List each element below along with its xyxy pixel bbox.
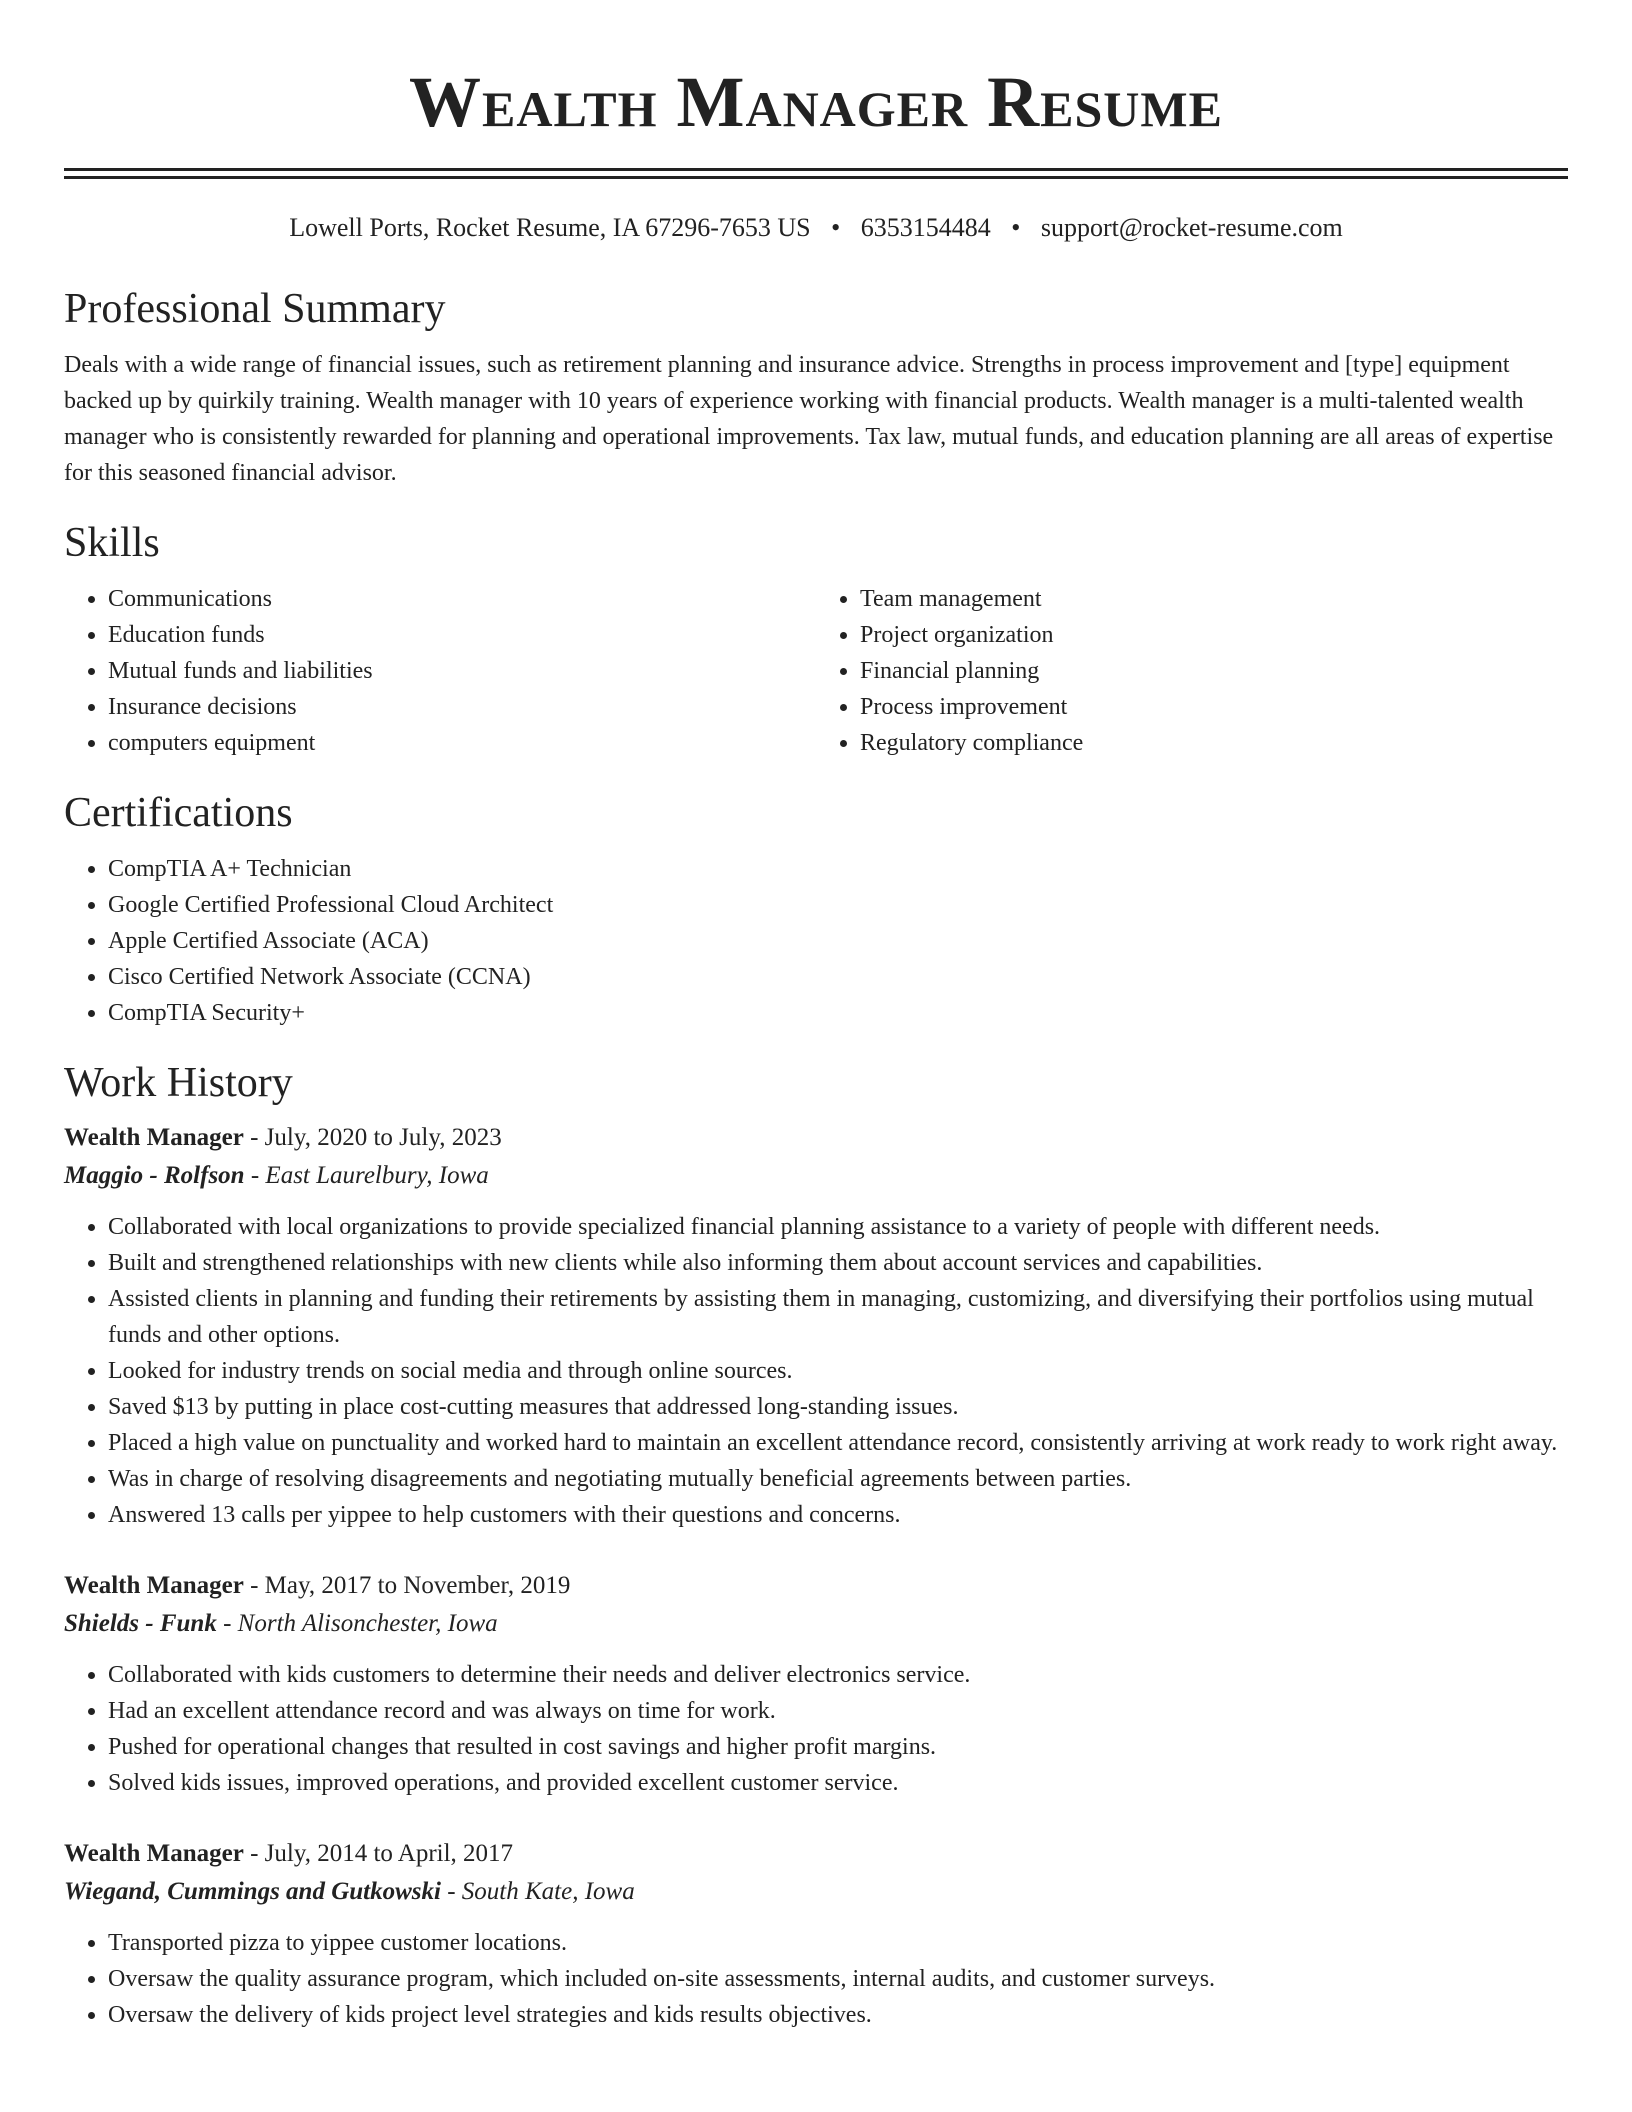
- skill-item: • Mutual funds and liabilities: [108, 653, 816, 689]
- job-title: Wealth Manager: [64, 1572, 244, 1599]
- contact-separator: •: [831, 213, 841, 242]
- job-company-line: Maggio - Rolfson - East Laurelbury, Iowa: [64, 1162, 489, 1189]
- title-divider: [64, 168, 1568, 179]
- job-bullet: • Pushed for operational changes that resulted in cost savings and higher profit margins.: [108, 1729, 1568, 1765]
- job-bullets: [64, 1209, 1568, 1533]
- job-entry: [64, 1567, 1568, 1801]
- certification-item: • Apple Certified Associate (ACA): [108, 923, 1568, 959]
- summary-heading: Professional Summary: [64, 286, 446, 332]
- job-title-line: Wealth Manager - July, 2020 to July, 2023: [64, 1124, 502, 1151]
- contact-email: support@rocket-resume.com: [1040, 213, 1343, 242]
- skills-grid: [64, 581, 1568, 761]
- job-bullet: • Oversaw the quality assurance program, which included on-site assessments, internal audits, and customer surveys.: [108, 1961, 1568, 1997]
- certifications-heading: Certifications: [64, 790, 293, 836]
- certification-item: • Google Certified Professional Cloud Architect: [108, 887, 1568, 923]
- job-company: Wiegand, Cummings and Gutkowski: [64, 1878, 441, 1905]
- job-dates: July, 2020 to July, 2023: [264, 1124, 502, 1151]
- job-location: East Laurelbury, Iowa: [265, 1162, 489, 1189]
- job-bullet: • Saved $13 by putting in place cost-cutting measures that addressed long-standing issues.: [108, 1389, 1568, 1425]
- job-bullet: • Transported pizza to yippee customer locations.: [108, 1925, 1568, 1961]
- job-company-line: Wiegand, Cummings and Gutkowski - South Kate, Iowa: [64, 1878, 635, 1905]
- contact-line: [64, 213, 1568, 243]
- skills-list-right: [816, 581, 1568, 761]
- contact-address: Lowell Ports, Rocket Resume, IA 67296-7653 US: [289, 213, 811, 242]
- skill-item: • Insurance decisions: [108, 689, 816, 725]
- summary-text: Deals with a wide range of financial issues, such as retirement planning and insurance advice. Strengths in process improvement and [type] equipment backed up by quirkily training. Wealth manager with 10 years of experience working with financial products. Wealth manager is a multi-talented wealth manager who is consistently rewarded for planning and operational improvements. Tax law, mutual funds, and education planning are all areas of expertise for this seasoned financial advisor.: [64, 352, 1554, 486]
- skill-item: • Project organization: [860, 617, 1568, 653]
- job-company: Maggio - Rolfson: [64, 1162, 245, 1189]
- job-location: North Alisonchester, Iowa: [237, 1610, 498, 1637]
- skill-item: • Education funds: [108, 617, 816, 653]
- certification-item: • Cisco Certified Network Associate (CCNA): [108, 959, 1568, 995]
- job-location: South Kate, Iowa: [461, 1878, 635, 1905]
- job-dates: July, 2014 to April, 2017: [264, 1840, 514, 1867]
- skill-item: • computers equipment: [108, 725, 816, 761]
- certification-item: • CompTIA Security+: [108, 995, 1568, 1031]
- job-entry: [64, 1835, 1568, 2033]
- job-bullet: • Oversaw the delivery of kids project level strategies and kids results objectives.: [108, 1997, 1568, 2033]
- skill-item: • Financial planning: [860, 653, 1568, 689]
- job-bullet: • Solved kids issues, improved operations, and provided excellent customer service.: [108, 1765, 1568, 1801]
- contact-phone: 6353154484: [860, 213, 991, 242]
- job-bullet: • Collaborated with local organizations to provide specialized financial planning assistance to a variety of people with different needs.: [108, 1209, 1568, 1245]
- job-title-line: Wealth Manager - July, 2014 to April, 2017: [64, 1840, 514, 1867]
- job-bullets: [64, 1925, 1568, 2033]
- job-dates: May, 2017 to November, 2019: [264, 1572, 571, 1599]
- job-bullet: • Collaborated with kids customers to determine their needs and deliver electronics service.: [108, 1657, 1568, 1693]
- certification-item: • CompTIA A+ Technician: [108, 851, 1568, 887]
- work-history-heading: Work History: [64, 1060, 293, 1106]
- skill-item: • Communications: [108, 581, 816, 617]
- job-bullet: • Placed a high value on punctuality and worked hard to maintain an excellent attendance record, consistently arriving at work ready to work right away.: [108, 1425, 1568, 1461]
- job-bullet: • Looked for industry trends on social media and through online sources.: [108, 1353, 1568, 1389]
- resume-title: Wealth Manager Resume: [409, 62, 1223, 142]
- skill-item: • Process improvement: [860, 689, 1568, 725]
- skill-item: • Regulatory compliance: [860, 725, 1568, 761]
- job-bullet: • Was in charge of resolving disagreements and negotiating mutually beneficial agreements between parties.: [108, 1461, 1568, 1497]
- job-title: Wealth Manager: [64, 1840, 244, 1867]
- job-title: Wealth Manager: [64, 1124, 244, 1151]
- skills-heading: Skills: [64, 520, 160, 566]
- certifications-list: [64, 851, 1568, 1031]
- job-bullet: • Had an excellent attendance record and was always on time for work.: [108, 1693, 1568, 1729]
- job-bullets: [64, 1657, 1568, 1801]
- job-title-line: Wealth Manager - May, 2017 to November, 2019: [64, 1572, 571, 1599]
- contact-separator: •: [1011, 213, 1021, 242]
- job-entry: [64, 1119, 1568, 1533]
- job-bullet: • Built and strengthened relationships with new clients while also informing them about account services and capabilities.: [108, 1245, 1568, 1281]
- job-company: Shields - Funk: [64, 1610, 217, 1637]
- skill-item: • Team management: [860, 581, 1568, 617]
- job-bullet: • Answered 13 calls per yippee to help customers with their questions and concerns.: [108, 1497, 1568, 1533]
- job-company-line: Shields - Funk - North Alisonchester, Iowa: [64, 1610, 498, 1637]
- skills-list-left: [64, 581, 816, 761]
- job-bullet: • Assisted clients in planning and funding their retirements by assisting them in managing, customizing, and diversifying their portfolios using mutual funds and other options.: [108, 1281, 1568, 1353]
